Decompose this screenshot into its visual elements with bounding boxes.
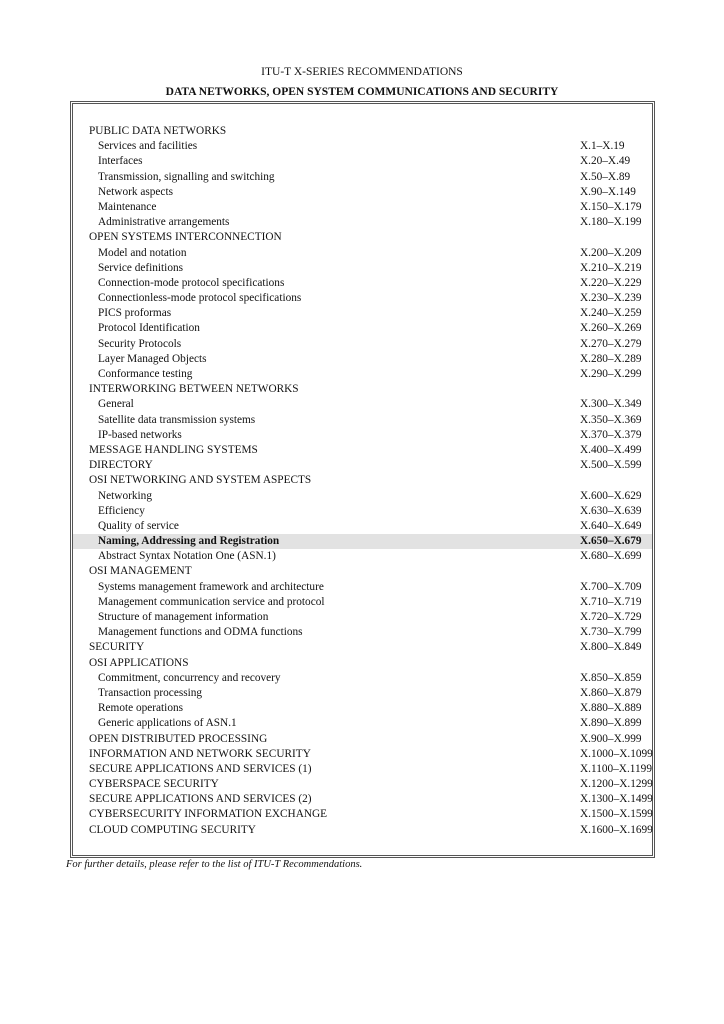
table-row bbox=[73, 352, 652, 367]
row-range: X.210–X.219 bbox=[580, 261, 642, 274]
row-label: CYBERSPACE SECURITY bbox=[89, 778, 219, 791]
row-label: SECURE APPLICATIONS AND SERVICES (1) bbox=[89, 762, 312, 775]
row-label: Management functions and ODMA functions bbox=[98, 626, 303, 639]
row-range: X.1500–X.1599 bbox=[580, 808, 653, 821]
section-heading-row bbox=[73, 792, 652, 807]
section-heading-row bbox=[73, 382, 652, 397]
table-row bbox=[73, 154, 652, 169]
row-label: Management communication service and protocol bbox=[98, 595, 325, 608]
row-label: Satellite data transmission systems bbox=[98, 413, 256, 426]
table-row bbox=[73, 671, 652, 686]
row-range: X.150–X.179 bbox=[580, 200, 642, 213]
row-label: Service definitions bbox=[98, 261, 184, 274]
series-title: ITU-T X-SERIES RECOMMENDATIONS bbox=[261, 66, 463, 78]
row-range: X.50–X.89 bbox=[580, 170, 631, 183]
series-subtitle: DATA NETWORKS, OPEN SYSTEM COMMUNICATIONS AND SECURITY bbox=[165, 86, 559, 98]
row-range: X.1–X.19 bbox=[580, 140, 625, 153]
row-label: Layer Managed Objects bbox=[98, 352, 207, 365]
table-row bbox=[73, 489, 652, 504]
table-row bbox=[73, 139, 652, 154]
row-range: X.20–X.49 bbox=[580, 155, 631, 168]
row-range: X.220–X.229 bbox=[580, 276, 642, 289]
table-row bbox=[73, 246, 652, 261]
row-range: X.280–X.289 bbox=[580, 352, 642, 365]
section-heading-row bbox=[73, 777, 652, 792]
section-heading-row bbox=[73, 640, 652, 655]
table-row bbox=[73, 504, 652, 519]
row-range: X.350–X.369 bbox=[580, 413, 642, 426]
row-label: Administrative arrangements bbox=[98, 216, 230, 229]
row-range: X.400–X.499 bbox=[580, 443, 642, 456]
table-row bbox=[73, 519, 652, 534]
row-range: X.240–X.259 bbox=[580, 307, 642, 320]
row-label: Connection-mode protocol specifications bbox=[98, 276, 285, 289]
row-range: X.800–X.849 bbox=[580, 641, 642, 654]
row-label: Remote operations bbox=[98, 702, 184, 715]
section-heading-row bbox=[73, 124, 652, 139]
row-label: Transmission, signalling and switching bbox=[98, 170, 275, 183]
recommendations-table bbox=[70, 101, 655, 858]
row-range: X.890–X.899 bbox=[580, 717, 642, 730]
row-label: Conformance testing bbox=[98, 368, 193, 380]
table-row bbox=[73, 413, 652, 428]
section-heading-row bbox=[73, 458, 652, 473]
row-label: SECURITY bbox=[89, 641, 145, 654]
row-range: X.260–X.269 bbox=[580, 322, 642, 335]
row-label: CYBERSECURITY INFORMATION EXCHANGE bbox=[89, 808, 328, 821]
row-label: Quality of service bbox=[98, 519, 179, 532]
table-row bbox=[73, 261, 652, 276]
section-heading-row bbox=[73, 823, 652, 838]
table-row bbox=[73, 625, 652, 640]
row-range: X.700–X.709 bbox=[580, 580, 642, 593]
row-range: X.1000–X.1099 bbox=[580, 747, 653, 760]
table-row bbox=[73, 428, 652, 443]
row-label: IP-based networks bbox=[98, 428, 182, 441]
table-row bbox=[73, 610, 652, 625]
section-heading-row bbox=[73, 762, 652, 777]
table-row bbox=[73, 200, 652, 215]
row-label: Services and facilities bbox=[98, 140, 198, 153]
table-row bbox=[73, 367, 652, 382]
table-rows bbox=[73, 124, 652, 838]
row-label: Interfaces bbox=[98, 155, 143, 168]
row-range: X.850–X.859 bbox=[580, 671, 642, 684]
row-label: Generic applications of ASN.1 bbox=[98, 717, 237, 730]
row-label: PICS proformas bbox=[98, 307, 172, 320]
row-label: Networking bbox=[98, 489, 152, 502]
row-range: X.900–X.999 bbox=[580, 732, 642, 745]
table-row bbox=[73, 306, 652, 321]
row-label: SECURE APPLICATIONS AND SERVICES (2) bbox=[89, 793, 312, 806]
row-label: CLOUD COMPUTING SECURITY bbox=[89, 823, 256, 836]
table-row bbox=[73, 185, 652, 200]
row-label: Abstract Syntax Notation One (ASN.1) bbox=[98, 550, 276, 563]
row-label: DIRECTORY bbox=[89, 459, 153, 472]
row-label: Network aspects bbox=[98, 185, 173, 198]
row-range: X.290–X.299 bbox=[580, 368, 642, 380]
table-row bbox=[73, 580, 652, 595]
table-row bbox=[73, 276, 652, 291]
row-label: Naming, Addressing and Registration bbox=[98, 535, 280, 548]
row-label: Connectionless-mode protocol specifications bbox=[98, 292, 302, 305]
table-row bbox=[73, 291, 652, 306]
row-label: Model and notation bbox=[98, 246, 187, 259]
row-range: X.1300–X.1499 bbox=[580, 793, 653, 806]
row-range: X.600–X.629 bbox=[580, 489, 642, 502]
row-range: X.880–X.889 bbox=[580, 702, 642, 715]
table-row bbox=[73, 215, 652, 230]
row-range: X.710–X.719 bbox=[580, 595, 642, 608]
row-label: INTERWORKING BETWEEN NETWORKS bbox=[89, 383, 299, 396]
row-range: X.90–X.149 bbox=[580, 185, 636, 198]
section-heading-row bbox=[73, 443, 652, 458]
row-range: X.640–X.649 bbox=[580, 519, 642, 532]
section-heading-row bbox=[73, 747, 652, 762]
row-label: OSI NETWORKING AND SYSTEM ASPECTS bbox=[89, 474, 312, 487]
table-row bbox=[73, 686, 652, 701]
row-label: Transaction processing bbox=[98, 686, 203, 699]
row-range: X.270–X.279 bbox=[580, 337, 642, 350]
row-range: X.650–X.679 bbox=[580, 535, 642, 548]
section-heading-row bbox=[73, 564, 652, 579]
table-row bbox=[73, 716, 652, 731]
row-label: OSI APPLICATIONS bbox=[89, 656, 189, 669]
row-range: X.860–X.879 bbox=[580, 686, 642, 699]
row-range: X.200–X.209 bbox=[580, 246, 642, 259]
row-range: X.300–X.349 bbox=[580, 398, 642, 411]
table-row bbox=[73, 534, 652, 549]
table-row bbox=[73, 701, 652, 716]
row-range: X.180–X.199 bbox=[580, 216, 642, 229]
footer-note: For further details, please refer to the list of ITU-T Recommendations. bbox=[66, 859, 363, 870]
section-heading-row bbox=[73, 230, 652, 245]
section-heading-row bbox=[73, 732, 652, 747]
row-range: X.630–X.639 bbox=[580, 504, 642, 517]
row-range: X.500–X.599 bbox=[580, 459, 642, 472]
section-heading-row bbox=[73, 473, 652, 488]
table-row bbox=[73, 397, 652, 412]
section-heading-row bbox=[73, 807, 652, 822]
row-range: X.370–X.379 bbox=[580, 428, 642, 441]
row-label: OSI MANAGEMENT bbox=[89, 565, 192, 578]
row-label: Structure of management information bbox=[98, 611, 269, 623]
row-range: X.230–X.239 bbox=[580, 292, 642, 305]
row-range: X.730–X.799 bbox=[580, 626, 642, 639]
row-label: MESSAGE HANDLING SYSTEMS bbox=[89, 443, 258, 456]
row-range: X.1100–X.1199 bbox=[580, 762, 652, 775]
table-row bbox=[73, 549, 652, 564]
table-row bbox=[73, 595, 652, 610]
row-label: General bbox=[98, 398, 134, 411]
row-range: X.720–X.729 bbox=[580, 611, 642, 623]
table-row bbox=[73, 170, 652, 185]
row-label: OPEN SYSTEMS INTERCONNECTION bbox=[89, 231, 282, 244]
row-label: OPEN DISTRIBUTED PROCESSING bbox=[89, 732, 268, 745]
row-label: Protocol Identification bbox=[98, 322, 200, 335]
table-row bbox=[73, 337, 652, 352]
row-label: Efficiency bbox=[98, 504, 145, 517]
row-label: Commitment, concurrency and recovery bbox=[98, 671, 281, 684]
row-label: Security Protocols bbox=[98, 337, 182, 350]
row-label: Maintenance bbox=[98, 200, 157, 213]
row-range: X.1600–X.1699 bbox=[580, 823, 653, 836]
row-label: INFORMATION AND NETWORK SECURITY bbox=[89, 747, 311, 760]
table-row bbox=[73, 321, 652, 336]
row-label: Systems management framework and architecture bbox=[98, 580, 324, 593]
section-heading-row bbox=[73, 656, 652, 671]
row-range: X.1200–X.1299 bbox=[580, 778, 653, 791]
row-label: PUBLIC DATA NETWORKS bbox=[89, 125, 227, 137]
row-range: X.680–X.699 bbox=[580, 550, 642, 563]
